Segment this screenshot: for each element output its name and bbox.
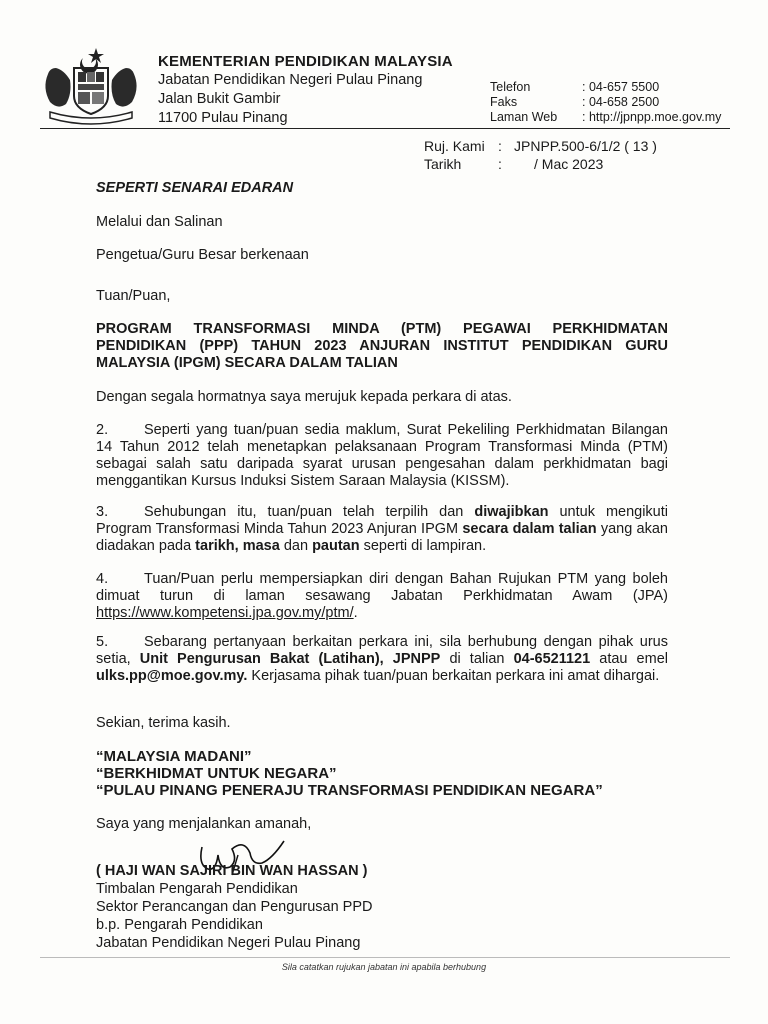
contact-block xyxy=(490,80,721,125)
paragraph-number: 5. xyxy=(96,634,109,650)
reference-block xyxy=(424,137,657,173)
paragraph-text: Sebarang pertanyaan berkaitan perkara ini, sila berhubung dengan pihak urus setia, xyxy=(96,634,668,667)
phone-number: 04-6521121 xyxy=(513,651,591,667)
paragraph-text: dan xyxy=(279,538,313,554)
contact-fax xyxy=(490,95,721,110)
contact-label: Telefon xyxy=(490,80,531,94)
paragraph-4 xyxy=(96,571,668,622)
address-city: 11700 Pulau Pinang xyxy=(158,110,288,126)
address-street: Jalan Bukit Gambir xyxy=(158,91,281,107)
date-row: Tarikh : / Mac 2023 xyxy=(424,156,604,172)
mottos-block xyxy=(96,748,668,799)
to-line: Pengetua/Guru Besar berkenaan xyxy=(96,247,309,263)
contact-label: Faks xyxy=(490,95,518,109)
recipient: SEPERTI SENARAI EDARAN xyxy=(96,180,294,196)
ref-value: JPNPP.500-6/1/2 ( 13 ) xyxy=(514,138,657,154)
signatory-block xyxy=(96,862,668,952)
contact-web xyxy=(490,110,721,125)
paragraph-text: Kerjasama pihak tuan/puan berkaitan perkara ini amat dihargai. xyxy=(247,668,660,684)
salutation: Tuan/Puan, xyxy=(96,288,171,304)
paragraph-number: 2. xyxy=(96,422,109,438)
subject-line: PROGRAM TRANSFORMASI MINDA (PTM) PEGAWAI PERKHIDMATAN PENDIDIKAN (PPP) TAHUN 2023 ANJURAN INSTITUT PENDIDIKAN GURU MALAYSIA (IPGM) SECARA DALAM TALIAN xyxy=(96,321,668,371)
date-label: Tarikh xyxy=(424,156,462,172)
date-value: / Mac 2023 xyxy=(534,156,604,172)
paragraph-text: atau emel xyxy=(590,651,668,667)
paragraph-text: yang akan diadakan pada xyxy=(96,521,668,554)
paragraph-text: untuk mengikuti Program Transformasi Minda Tahun 2023 Anjuran IPGM xyxy=(96,504,668,537)
contact-phone xyxy=(490,80,721,95)
emphasis-link: pautan xyxy=(312,538,360,554)
paragraph-text: . xyxy=(353,605,358,621)
paragraph-text: Tuan/Puan perlu mempersiapkan diri dengan Bahan Rujukan PTM yang boleh dimuat turun di laman sesawang Jabatan Perkhidmatan Awam (JPA) xyxy=(96,571,668,604)
ref-row: Ruj. Kami : JPNPP.500-6/1/2 ( 13 ) xyxy=(424,138,657,154)
footer-divider xyxy=(40,957,730,958)
amanah-line: Saya yang menjalankan amanah, xyxy=(96,816,312,832)
kompetensi-link[interactable]: https://www.kompetensi.jpa.gov.my/ptm/ xyxy=(96,605,354,621)
opening-line: Dengan segala hormatnya saya merujuk kepada perkara di atas. xyxy=(96,389,512,405)
ministry-name: KEMENTERIAN PENDIDIKAN MALAYSIA xyxy=(158,53,453,70)
signatory-sector: Sektor Perancangan dan Pengurusan PPD xyxy=(96,899,373,915)
paragraph-text: Seperti yang tuan/puan sedia maklum, Surat Pekeliling Perkhidmatan Bilangan 14 Tahun 2012 telah menetapkan pelaksanaan Program Transformasi Minda (PTM) sebagai salah satu daripada syarat urusan pengesahan dalam perkhidmatan bagi menggantikan Kursus Induksi Sistem Saraan Malaysia (KISSM). xyxy=(96,422,668,489)
department-name: Jabatan Pendidikan Negeri Pulau Pinang xyxy=(158,72,423,88)
letterhead xyxy=(158,52,453,128)
contact-value: : 04-658 2500 xyxy=(582,95,660,109)
emphasis-mandatory: diwajibkan xyxy=(474,504,549,520)
signatory-name: ( HAJI WAN SAJIRI BIN WAN HASSAN ) xyxy=(96,863,368,879)
motto-2: “BERKHIDMAT UNTUK NEGARA” xyxy=(96,765,337,782)
contact-value: : 04-657 5500 xyxy=(582,80,660,94)
malaysia-coat-of-arms-icon xyxy=(38,44,144,126)
emphasis-online: secara dalam talian xyxy=(462,521,597,537)
unit-name: Unit Pengurusan Bakat (Latihan), JPNPP xyxy=(139,651,441,667)
header-divider xyxy=(40,128,730,129)
email-address[interactable]: ulks.pp@moe.gov.my. xyxy=(96,668,248,684)
paragraph-text: di talian xyxy=(440,651,514,667)
footer-note: Sila catatkan rujukan jabatan ini apabila berhubung xyxy=(281,962,487,972)
signatory-behalf: b.p. Pengarah Pendidikan xyxy=(96,917,263,933)
paragraph-2 xyxy=(96,422,668,490)
motto-3: “PULAU PINANG PENERAJU TRANSFORMASI PENDIDIKAN NEGARA” xyxy=(96,782,603,799)
paragraph-text: Sehubungan itu, tuan/puan telah terpilih dan xyxy=(144,504,475,520)
emphasis-datetime: tarikh, masa xyxy=(195,538,280,554)
motto-1: “MALAYSIA MADANI” xyxy=(96,748,252,765)
via-line: Melalui dan Salinan xyxy=(96,214,223,230)
contact-label: Laman Web xyxy=(490,110,558,124)
ref-label: Ruj. Kami xyxy=(424,138,485,154)
paragraph-5 xyxy=(96,634,668,685)
signatory-title: Timbalan Pengarah Pendidikan xyxy=(96,881,298,897)
contact-value: : http://jpnpp.moe.gov.my xyxy=(582,110,722,124)
paragraph-3 xyxy=(96,504,668,555)
paragraph-number: 3. xyxy=(96,504,109,520)
paragraph-text: seperti di lampiran. xyxy=(359,538,487,554)
signatory-department: Jabatan Pendidikan Negeri Pulau Pinang xyxy=(96,935,361,951)
closing-line: Sekian, terima kasih. xyxy=(96,715,231,731)
paragraph-number: 4. xyxy=(96,571,109,587)
